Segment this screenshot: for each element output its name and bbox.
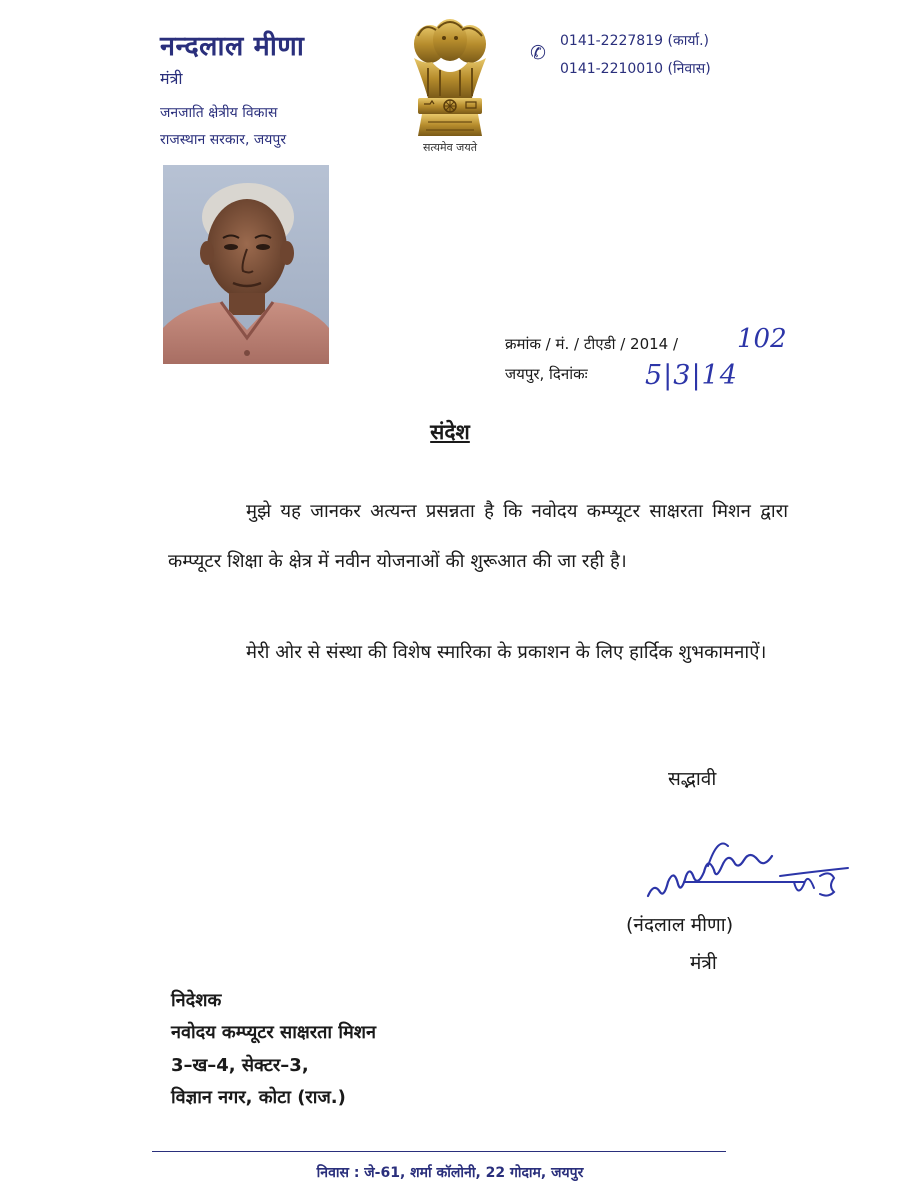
minister-photo: [163, 165, 329, 364]
message-paragraph-1: मुझे यह जानकर अत्यन्त प्रसन्नता है कि नवोदय कम्प्यूटर साक्षरता मिशन द्वारा कम्प्यूटर शिक्षा के क्षेत्र में नवीन योजनाओं की शुरूआत की जा रही है।: [168, 501, 788, 572]
addressee-line-3: 3–ख–4, सेक्टर–3,: [171, 1055, 309, 1076]
signatory-name: (नंदलाल मीणा): [626, 914, 734, 936]
addressee-line-2: नवोदय कम्प्यूटर साक्षरता मिशन: [171, 1022, 376, 1043]
minister-title: मंत्री: [160, 69, 183, 88]
reference-number-handwritten: 102: [737, 324, 787, 354]
office-phone: 0141-2227819 (कार्या.): [560, 33, 709, 49]
handwritten-signature: [644, 836, 854, 916]
addressee-line-1: निदेशक: [171, 990, 222, 1011]
message-paragraph-2: मेरी ओर से संस्था की विशेष स्मारिका के प्रकाशन के लिए हार्दिक शुभकामनाऐं।: [246, 642, 767, 663]
footer-divider: [152, 1151, 726, 1152]
minister-name: नन्दलाल मीणा: [160, 31, 305, 62]
footer-address: निवास : जे-61, शर्मा कॉलोनी, 22 गोदाम, जयपुर: [316, 1165, 584, 1181]
signatory-title: मंत्री: [690, 952, 717, 974]
date-handwritten: 5|3|14: [645, 360, 738, 391]
home-phone: 0141-2210010 (निवास): [560, 61, 711, 77]
closing-regards: सद्भावी: [668, 768, 717, 790]
department-line: जनजाति क्षेत्रीय विकास: [160, 105, 278, 121]
reference-number-label: क्रमांक / मं. / टीएडी / 2014 /: [505, 335, 679, 353]
government-line: राजस्थान सरकार, जयपुर: [160, 132, 287, 148]
message-heading: संदेश: [430, 420, 470, 444]
phone-icon: ✆: [530, 42, 546, 64]
date-label: जयपुर, दिनांकः: [505, 365, 588, 383]
emblem-motto: सत्यमेव जयते: [422, 141, 477, 154]
addressee-line-4: विज्ञान नगर, कोटा (राज.): [171, 1087, 346, 1108]
national-emblem: [404, 18, 496, 140]
